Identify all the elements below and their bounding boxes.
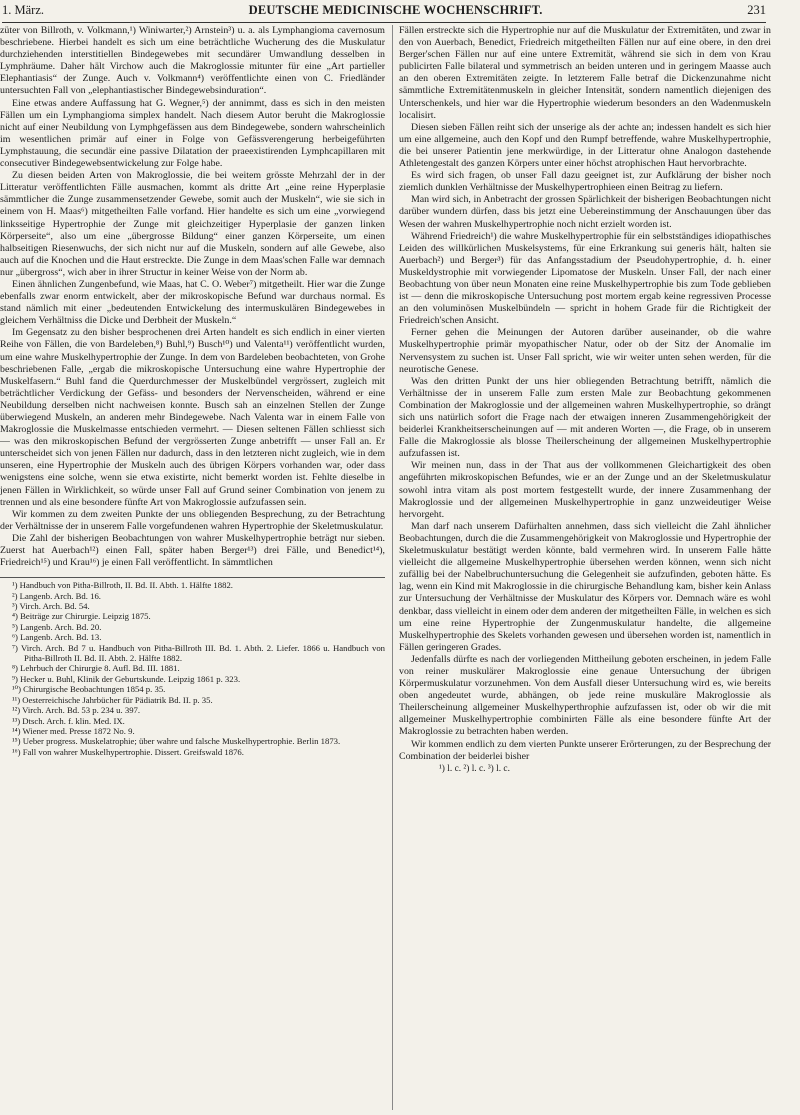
footnote: ¹⁶) Fall von wahrer Muskelhypertrophie. Dissert. Greifswald 1876. [12, 746, 244, 757]
paragraph: Jedenfalls dürfte es nach der vorliegenden Mittheilung geboten erscheinen, in jedem Falle von reiner muskulärer Makroglossie eine genaue Untersuchung der übrigen Körpermuskulatur vorzunehmen. Von dem Ausfall dieser Untersuchung wird es, wie bereits oben angedeutet wurde, abhängen, ob jede reine muskuläre Makroglossie als Theilerscheinung allgemeiner Muskelhyperthrophie aufzufassen ist, oder ob wir die mit allgemeiner Muskelhypertrophie combinirten Fälle als eine besondere fünfte Art der Makroglossie zu betrachten haben werden. [399, 653, 771, 738]
footnote: ¹²) Virch. Arch. Bd. 53 p. 234 u. 397. [12, 705, 141, 716]
page-number: 231 [747, 3, 766, 17]
footnote: ¹⁴) Wiener med. Presse 1872 No. 9. [12, 725, 135, 736]
footnote: ⁴) Beiträge zur Chirurgie. Leipzig 1875. [12, 611, 151, 622]
paragraph: Im Gegensatz zu den bisher besprochenen drei Arten handelt es sich endlich in einer vierten Reihe von Fällen, die von Bardeleben,⁸) Buhl,⁹) Busch¹⁰) und Valenta¹¹) veröffentlicht wurden, um eine wahre Muskelhypertrophie der Zunge. In dem von Bardeleben beobachteten, von Grohe beschriebenen Falle, „ergab die mikroskopische Untersuchung eine wahre Hypertrophie der Muskelfasern.“ Buhl fand die Querdurchmesser der Muskelbündel vergrössert, zugleich mit beträchtlicher Verdickung der Gefäss- und besonders der Nervenscheiden, während er eine Neubildung derselben nicht nachweisen konnte. Busch sah an einzelnen Stellen der Zunge überwiegend Muskeln, an anderen mehr Bindegewebe. Nach Valenta war in einem Falle von Makroglossie die Muskelmasse entschieden vermehrt. — Diesen seltenen Fällen schliesst sich — was den mikroskopischen Befund der vergrösserten Zunge anbetrifft — unser Fall an. Er unterscheidet sich von jenen Fällen nur dadurch, dass in den letzteren nicht zugleich, wie in dem unseren, eine Hypertrophie der Muskeln auch des übrigen Körpers vorhanden war, oder dass wenigstens eine solche, wenn sie etwa existirte, nicht bemerkt worden ist. Fehlte dieselbe in jenen Fällen in Wirklichkeit, so würde unser Fall auf Grund seiner Combination von jenem zu trennen und als eine besondere fünfte Art von Makroglossie aufzufassen sein. [0, 327, 385, 508]
footnote: ²) Langenb. Arch. Bd. 16. [12, 590, 101, 601]
right-column [392, 25, 771, 1110]
paragraph: Während Friedreich¹) die wahre Muskelhypertrophie für ein selbstständiges idiopathisches Leiden des willkürlichen Muskelsystems, für eine Erkrankung sui generis hält, halten sie Auerbach²) und Berger³) für das Anfangsstadium der Pseudohypertrophie, d. h. einer Muskeldystrophie mit vorwiegender Lipomatose der Muskeln. Unser Fall, der nach einer Beobachtung von über neun Monaten eine reine Muskelhypertrophie bis zum Tode geblieben ist — denn die mikroskopische Untersuchung post mortem ergab keine regressiven Processe an den voluminösen Muskelbündeln — spricht in hohem Grade für die Richtigkeit der Friedreich'schen Ansicht. [399, 230, 771, 327]
footnote: ⁹) Hecker u. Buhl, Klinik der Geburtskunde. Leipzig 1861 p. 323. [12, 673, 241, 684]
paragraph: Einen ähnlichen Zungenbefund, wie Maas, hat C. O. Weber⁷) mitgetheilt. Hier war die Zunge ebenfalls zwar enorm entwickelt, aber der mikroskopische Befund war durchaus normal. Es stand nämlich mit einer „bedeutenden Entwickelung des intermuskulären Bindegewebes in gleichem Verhältniss die Dicke und Derbheit der Muskeln.“ [0, 278, 385, 327]
paragraph: Was den dritten Punkt der uns hier obliegenden Betrachtung betrifft, nämlich die Verhältnisse der in unserem Falle zum ersten Male zur Beobachtung gekommenen Combination der Makroglossie und der allgemeinen wahren Muskelhypertrophie, so drängt sich uns natürlich sofort die Frage nach der etwaigen inneren Zusammengehörigkeit der beiderlei Krankheitserscheinungen auf — mit anderen Worten —, die Frage, ob in unserem Falle die Makroglossie als blosse Theilerscheinung der allgemeinen Muskelhypertrophie aufzufassen ist. [399, 375, 771, 460]
paragraph: Fällen erstreckte sich die Hypertrophie nur auf die Muskulatur der Extremitäten, und zwar in den von Auerbach, Benedict, Friedreich mitgetheilten Fällen nur auf eine obere, in den drei Berger'schen Fällen nur auf eine untere Extremität, während sie sich in dem von Krau publicirten Falle bilateral und symmetrisch an beiden unteren und in geringem Maasse auch an den oberen Extremitäten zeigte. In letzterem Falle betraf die Dickenzunahme nicht sämmtliche Extremitätenmuskeln in gleicher Intensität, sondern namentlich diejenigen des Unterschenkels, und hier war die Hypertrophie wiederum besonders an den Wadenmuskeln localisirt. [399, 25, 771, 121]
footnote: ¹¹) Oesterreichische Jahrbücher für Pädiatrik Bd. II. p. 35. [12, 694, 213, 705]
footnote: ¹³) Dtsch. Arch. f. klin. Med. IX. [12, 715, 125, 726]
left-column [0, 25, 385, 1110]
journal-title: DEUTSCHE MEDICINISCHE WOCHENSCHRIFT. [248, 3, 543, 17]
page-header [2, 3, 766, 23]
footnote: ⁷) Virch. Arch. Bd 7 u. Handbuch von Pitha-Billroth III. Bd. 1. Abth. 2. Liefer. 1866 u. Handbuch von Pitha-Billroth II. Bd. II. Abth. 2. Hälfte 1882. [12, 642, 385, 664]
paragraph: Man darf nach unserem Dafürhalten annehmen, dass sich vielleicht die Zahl ähnlicher Beobachtungen, durch die die Zusammengehörigkeit von Makroglossie und Hypertrophie der Skeletmuskulatur bestätigt werden könnte, bald vermehren wird. In unserem Falle hätte vielleicht die allgemeine Muskelhypertrophie übersehen werden können, wenn sich nicht zufällig bei der Nabelbruchuntersuchung die Gelegenheit sie aufzufinden, geboten hätte. Es lag, wenn ein Kind mit Makroglossie in die chirurgische Behandlung kam, bisher kein Anlass zur Untersuchung der Verhältnisse der Muskulatur des Körpers vor. Demnach wäre es wohl denkbar, dass vielleicht in einem oder dem anderen der mitgetheilten Fälle, in welchen es sich um eine reine Hypertrophie der Zungenmuskulatur handelte, die allgemeine Muskelhypertrophie des Skelets vorhanden gewesen und übersehen worden ist, namentlich in Fällen geringeren Grades. [399, 520, 771, 653]
footnote: ⁵) Langenb. Arch. Bd. 20. [12, 621, 102, 632]
footnote: ⁸) Lehrbuch der Chirurgie 8. Aufl. Bd. III. 1881. [12, 663, 180, 674]
footnote-references: ¹) l. c. ²) l. c. ³) l. c. [439, 763, 510, 774]
paragraph: Ferner gehen die Meinungen der Autoren darüber auseinander, ob die wahre Muskelhypertrophie primär myopathischer Natur, oder ob der Sitz der Anomalie im Nervensystem zu suchen ist. Unser Fall spricht, wie wir weiter unten sehen werden, für die neurotische Genese. [399, 327, 771, 375]
paragraph: Wir meinen nun, dass in der That aus der vollkommenen Gleichartigkeit des oben angeführten mikroskopischen Befundes, wie er an der Zunge und an der Skeletmuskulatur sowohl intra vitam als post mortem festgestellt wurde, der innere Zusammenhang der Makroglossie und der allgemeinen Muskelhypertrophie in ganz unzweideutiger Weise hervorgeht. [399, 460, 771, 520]
paragraph: Eine etwas andere Auffassung hat G. Wegner,⁵) der annimmt, dass es sich in den meisten Fällen um ein Lymphangioma simplex handelt. Nach diesem Autor beruht die Makroglossie nicht auf einer Neubildung von Lymphgefässen aus dem Bindegewebe, sondern wahrscheinlich im wesentlichen primär auf einer in Folge von Gefässverengerung herbeigeführten Lymphstauung, die secundär eine passive Dilatation der praeexistirenden Lymphcapillaren mit consecutiver Bindegewebsentwickelung zur Folge habe. [0, 97, 385, 170]
footnote: ³) Virch. Arch. Bd. 54. [12, 601, 90, 612]
header-date: 1. März. [2, 3, 44, 17]
paragraph: Man wird sich, in Anbetracht der grossen Spärlichkeit der bisherigen Beobachtungen nicht darüber wundern dürfen, dass bis jetzt eine Uebereinstimmung der Anschauungen über das Wesen der wahren Muskelhypertrophie noch nicht erzielt worden ist. [399, 194, 771, 230]
paragraph: Wir kommen zu dem zweiten Punkte der uns obliegenden Besprechung, zu der Betrachtung der Verhältnisse der in unserem Falle vorgefundenen wahren Hypertrophie der Skeletmuskulatur. [0, 508, 385, 532]
paragraph: Zu diesen beiden Arten von Makroglossie, die bei weitem grösste Mehrzahl der in der Litteratur veröffentlichten Fälle ausmachen, kommt als dritte Art „eine reine Hyperplasie sämmtlicher die Zunge zusammensetzender Gewebe, somit auch der Muskeln“, wie sie sich in einem von H. Maas⁶) mitgetheilten Falle vorfand. Hier handelte es sich um eine „vorwiegend linksseitige Hypertrophie der Zunge mit gleichzeitiger Hyperplasie der ganzen linken Körperseite“, also um eine „übergrosse Bildung“ einer ganzen Körperseite, um einen halbseitigen Riesenwuchs, der sich nicht nur auf die Muskeln, sondern auf alle Gewebe, also auch auf die Knochen und die Haut erstreckte. Die Zunge in dem Maas'schen Falle war demnach nur „übergross“, wich aber in ihrer Structur in keiner Weise von der Norm ab. [0, 170, 385, 278]
footnotes [0, 577, 385, 757]
paragraph: Die Zahl der bisherigen Beobachtungen von wahrer Muskelhypertrophie beträgt nur sieben. Zuerst hat Auerbach¹²) einen Fall, später haben Berger¹³) drei Fälle, und Benedict¹⁴), Friedreich¹⁵) und Krau¹⁶) je einen Fall veröffentlicht. In sämmtlichen [0, 532, 385, 569]
footnote: ¹⁰) Chirurgische Beobachtungen 1854 p. 35. [12, 684, 166, 695]
paragraph: Diesen sieben Fällen reiht sich der unserige als der achte an; indessen handelt es sich hier um eine allgemeine, auch den Kopf und den Rumpf betreffende, wahre Muskelhypertrophie, die bei unserer Patientin jene merkwürdige, in der Litteratur ohne Analogon dastehende Athletengestalt des ganzen Körpers unter einer höchst atrophischen Haut hervorbrachte. [399, 121, 771, 170]
footnote: ¹⁵) Ueber progress. Muskelatrophie; über wahre und falsche Muskelhypertrophie. Berlin 1873. [12, 736, 341, 747]
paragraph: Wir kommen endlich zu dem vierten Punkte unserer Erörterungen, zu der Besprechung der Combination der beiderlei bisher [399, 738, 771, 762]
paragraph: züter von Billroth, v. Volkmann,¹) Winiwarter,²) Arnstein³) u. a. als Lymphangioma cavernosum beschriebene. Hierbei handelt es sich um eine beträchtliche Wucherung des die Muskulatur durchziehenden interstitiellen Bindegewebes mit secundärer Umwandlung desselben in Lymphräume. Daher hält Virchow auch die Makroglossie mitunter für eine „Art partieller Elephantiasis“ der Zunge. Auch v. Volkmann⁴) veröffentlichte einen von C. Friedländer untersuchten Fall von „elephantiastischer Bindegewebsinduration“. [0, 25, 385, 97]
footnote: ⁶) Langenb. Arch. Bd. 13. [12, 632, 102, 643]
footnote: ¹) Handbuch von Pitha-Billroth, II. Bd. II. Abth. 1. Hälfte 1882. [12, 580, 233, 591]
paragraph: Es wird sich fragen, ob unser Fall dazu geeignet ist, zur Aufklärung der bisher noch ziemlich dunklen Verhältnisse der Muskelhypertrophieen einen Beitrag zu liefern. [399, 170, 771, 194]
